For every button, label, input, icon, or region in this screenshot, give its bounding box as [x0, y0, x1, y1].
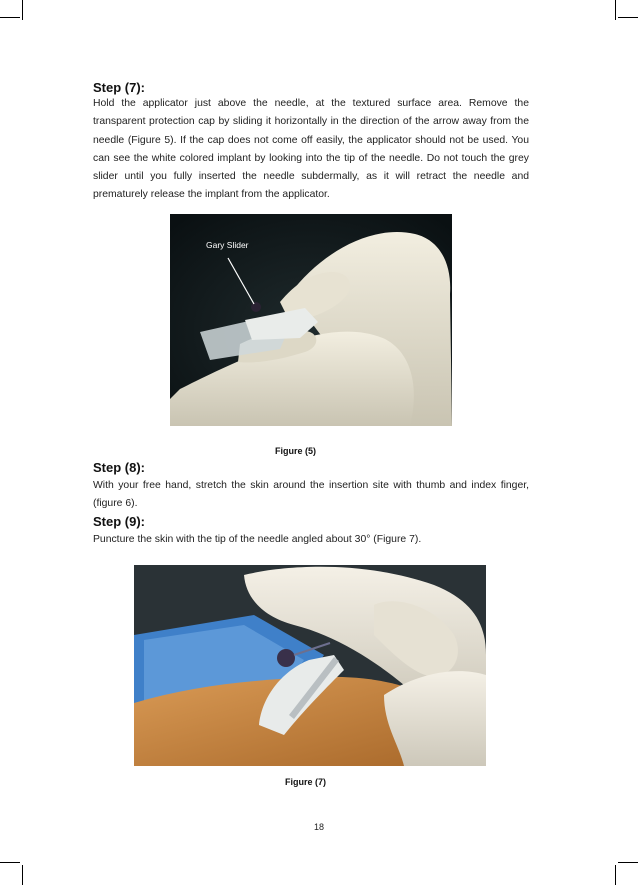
page-number: 18	[313, 822, 324, 832]
crop-mark	[615, 865, 616, 885]
figure-5-caption: Figure (5)	[275, 446, 317, 456]
step-7-text: Hold the applicator just above the needle, at the textured surface area. Remove the transparent protection cap by sliding it horizontally in the direction of the arrow away from the needle (Figure 5). If the cap does not come off easily, the applicator should not be used. You can see the white colored implant by looking into the tip of the needle. Do not touch the grey slider until you fully inserted the needle subdermally, as it will retract the needle and prematurely release the implant from the applicator.	[93, 98, 529, 201]
step-8-title: Step (8):	[93, 460, 145, 475]
crop-mark	[615, 0, 616, 20]
step-9-title: Step (9):	[93, 514, 145, 529]
step-9-text: Puncture the skin with the tip of the needle angled about 30° (Figure 7).	[93, 534, 422, 545]
gray-slider-label: Gary Slider	[206, 240, 249, 250]
step-7-title: Step (7):	[93, 80, 145, 95]
crop-mark	[0, 17, 20, 18]
crop-mark	[618, 862, 638, 863]
crop-mark	[22, 0, 23, 20]
needle-insertion-photo	[134, 565, 486, 766]
figure-7-caption: Figure (7)	[285, 777, 327, 787]
figure-7-image	[134, 565, 486, 766]
crop-mark	[0, 862, 20, 863]
figure-5-image	[170, 214, 452, 426]
step-8-text: With your free hand, stretch the skin around the insertion site with thumb and index finger, (figure 6).	[93, 480, 529, 510]
crop-mark	[22, 865, 23, 885]
crop-mark	[618, 17, 638, 18]
